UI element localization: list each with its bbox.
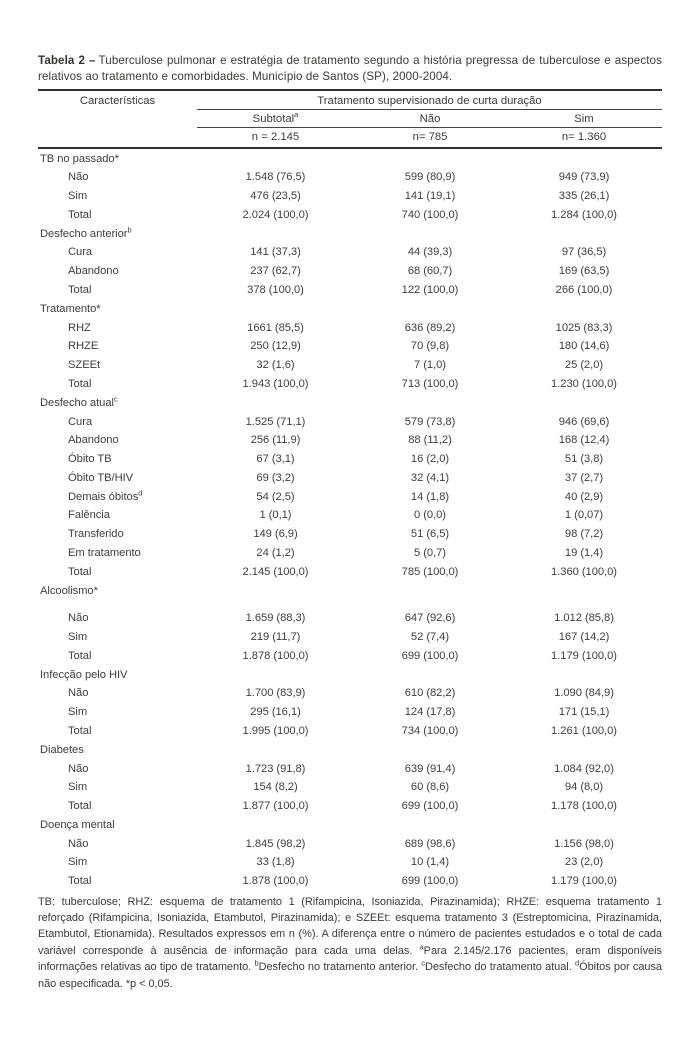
cell-value: 1.878 (100,0) [242, 649, 309, 662]
section-header-row [38, 299, 662, 318]
table-row [38, 525, 662, 544]
cell-value: 98 (7,2) [564, 528, 604, 541]
col-header-sim: Sim [506, 110, 662, 128]
cell-value: 14 (1,8) [410, 490, 450, 503]
cell-value: 639 (91,4) [404, 762, 456, 775]
table-row [38, 318, 662, 337]
row-label: SZEEt [68, 359, 101, 372]
cell-value: 699 (100,0) [401, 649, 459, 662]
superscript: b [254, 958, 259, 968]
cell-value: 579 (73,8) [404, 415, 456, 428]
cell-value: 378 (100,0) [247, 284, 304, 297]
row-label: Não [68, 687, 89, 700]
cell-value: 0 (0,0) [414, 509, 446, 522]
row-label: Sim [68, 706, 88, 719]
cell-value: 54 (2,5) [256, 490, 295, 503]
cell-value: 295 (16,1) [250, 706, 301, 719]
section-header-row [38, 581, 662, 600]
cell-value: 97 (36,5) [561, 246, 607, 259]
cell-value: 124 (17,8) [404, 706, 456, 719]
row-label: Total [68, 377, 92, 390]
section-header: Tratamento* [40, 302, 101, 315]
n-sim: n= 1.360 [506, 128, 662, 149]
row-label: Total [68, 725, 92, 738]
table-body [38, 148, 662, 890]
section-header-row [38, 224, 662, 243]
cell-value: 1.700 (83,9) [245, 687, 306, 700]
cell-value: 1.548 (76,5) [245, 171, 306, 184]
table-row [38, 487, 662, 506]
section-header-row [38, 665, 662, 684]
row-label: RHZ [68, 321, 91, 334]
cell-value: 219 (11,7) [250, 631, 301, 644]
header-row-n [38, 128, 662, 149]
table-row [38, 168, 662, 187]
cell-value: 37 (2,7) [564, 471, 604, 484]
cell-value: 1.084 (92,0) [554, 762, 614, 775]
cell-value: 168 (12,4) [558, 434, 610, 447]
header-row-group [38, 90, 662, 110]
cell-value: 1.943 (100,0) [242, 377, 309, 390]
cell-value: 122 (100,0) [401, 284, 459, 297]
section-header: Infecção pelo HIV [40, 668, 128, 681]
cell-value: 23 (2,0) [564, 856, 604, 869]
table-row [38, 759, 662, 778]
cell-value: 740 (100,0) [401, 208, 459, 221]
row-label: Sim [68, 781, 88, 794]
table-row [38, 506, 662, 525]
cell-value: 949 (73,9) [558, 171, 610, 184]
cell-value: 1.178 (100,0) [551, 800, 617, 813]
cell-value: 266 (100,0) [555, 284, 613, 297]
col-header-subtotal [197, 110, 354, 128]
cell-value: 19 (1,4) [564, 546, 604, 559]
cell-value: 1.179 (100,0) [551, 649, 617, 662]
cell-value: 1.845 (98,2) [245, 837, 306, 850]
cell-value: 599 (80,9) [404, 171, 456, 184]
cell-value: 180 (14,6) [558, 340, 610, 353]
cell-value: 70 (9,8) [410, 340, 450, 353]
cell-value: 88 (11,2) [408, 434, 452, 447]
cell-value: 141 (37,3) [250, 246, 301, 259]
row-label: Não [68, 171, 89, 184]
row-label: Total [68, 208, 92, 221]
table-row [38, 853, 662, 872]
table-row [38, 450, 662, 469]
cell-value: 2.145 (100,0) [242, 565, 309, 578]
cell-value: 7 (1,0) [414, 359, 446, 372]
cell-value: 636 (89,2) [404, 321, 456, 334]
row-label: Não [68, 837, 89, 850]
cell-value: 60 (8,6) [410, 781, 450, 794]
cell-value: 647 (92,6) [404, 612, 456, 625]
table-row [38, 375, 662, 394]
table-row [38, 206, 662, 225]
table-row [38, 412, 662, 431]
cell-value: 1.525 (71,1) [245, 415, 306, 428]
superscript: c [421, 958, 425, 968]
table-caption [38, 53, 662, 84]
footnote: TB: tuberculose; RHZ: esquema de tratamento 1 (Rifampicina, Isoniazida, Pirazinamida); RHZE: esquema tratamento 1 reforçado (Rifampicina, Isoniazida, Etambutol, Pirazinamida); e SZEEt: esquema tratamento 3 (Estreptomicina, Pirazinamida, Etambutol, Etionamida). Resultados expressos em n (%). A diferença entre o número de pacientes estudados e o total de cada variável corresponde à ausência de informação para cada uma delas. $^a$Para 2.145/2.176 pacientes, eram disponíveis informações relativas ao tipo de tratamento. $^b$Desfecho no tratamento anterior. $^c$Desfecho do tratamento atual. $^d$Óbitos por causa não especificada. *p < 0,05. [38, 895, 663, 990]
table-row [38, 262, 662, 281]
superscript: b [127, 224, 132, 234]
cell-value: 5 (0,7) [414, 546, 446, 559]
cell-value: 67 (3,1) [256, 453, 295, 466]
cell-value: 237 (62,7) [250, 265, 301, 278]
table-row [38, 337, 662, 356]
n-nao: n= 785 [354, 128, 506, 149]
row-label: Cura [68, 246, 93, 259]
cell-value: 1025 (83,3) [555, 321, 613, 334]
row-label: Total [68, 800, 92, 813]
cell-value: 1.261 (100,0) [551, 725, 617, 738]
superscript: d [574, 958, 580, 968]
cell-value: 1.723 (91,8) [245, 762, 306, 775]
cell-value: 25 (2,0) [564, 359, 604, 372]
cell-value: 1.995 (100,0) [242, 725, 309, 738]
cell-value: 1.012 (85,8) [554, 612, 614, 625]
section-header: Desfecho atual$^c$ [40, 394, 118, 409]
cell-value: 1 (0,07) [564, 509, 604, 522]
cell-value: 51 (3,8) [564, 453, 604, 466]
cell-value: 785 (100,0) [401, 565, 459, 578]
row-label: Abandono [68, 265, 119, 278]
cell-value: 32 (4,1) [410, 471, 450, 484]
cell-value: 476 (23,5) [250, 190, 301, 203]
table-row [38, 722, 662, 741]
section-header: TB no passado* [40, 152, 119, 165]
table-row [38, 562, 662, 581]
table-row [38, 468, 662, 487]
row-label: Total [68, 875, 92, 888]
cell-value: 1.230 (100,0) [551, 377, 617, 390]
cell-value: 33 (1,8) [256, 856, 295, 869]
cell-value: 699 (100,0) [401, 875, 459, 888]
section-header-row [38, 393, 662, 412]
row-label: Cura [68, 415, 93, 428]
cell-value: 734 (100,0) [401, 725, 459, 738]
row-label: Em tratamento [68, 546, 141, 559]
table-head [38, 90, 662, 148]
row-label: Sim [68, 631, 88, 644]
col-header-subtotal-label: Subtotal [252, 112, 295, 125]
cell-value: 1.156 (98,0) [554, 837, 614, 850]
superscript: a [294, 109, 299, 119]
table-row [38, 281, 662, 300]
table-row [38, 243, 662, 262]
cell-value: 250 (12,9) [250, 340, 301, 353]
cell-value: 699 (100,0) [401, 800, 459, 813]
characteristics-header: Características [79, 94, 156, 107]
table-row [38, 609, 662, 628]
table-row [38, 872, 662, 891]
table-row [38, 647, 662, 666]
cell-value: 40 (2,9) [564, 490, 604, 503]
cell-value: 68 (60,7) [407, 265, 453, 278]
row-label: Sim [68, 190, 88, 203]
cell-value: 1.360 (100,0) [551, 565, 617, 578]
row-label: Óbito TB/HIV [68, 471, 134, 484]
row-label: Demais óbitos$^d$ [68, 487, 143, 503]
superscript: c [113, 394, 118, 403]
header-row-columns [38, 110, 662, 128]
n-subtotal: n = 2.145 [197, 128, 354, 149]
cell-value: 1.090 (84,9) [554, 687, 614, 700]
table-row [38, 187, 662, 206]
cell-value: 2.024 (100,0) [242, 208, 309, 221]
row-label: Total [68, 565, 92, 578]
section-header-row [38, 816, 662, 835]
cell-value: 1 (0,1) [259, 509, 292, 522]
data-table [38, 89, 662, 890]
section-header-row [38, 740, 662, 759]
cell-value: 167 (14,2) [558, 631, 610, 644]
row-label: Não [68, 762, 89, 775]
superscript: d [138, 487, 143, 497]
section-header: Alcoolismo* [40, 584, 98, 597]
cell-value: 69 (3,2) [256, 471, 295, 484]
cell-value: 1.659 (88,3) [245, 612, 306, 625]
table-row [38, 356, 662, 375]
superscript: a [419, 942, 424, 952]
cell-value: 689 (98,6) [404, 837, 456, 850]
cell-value: 51 (6,5) [410, 528, 450, 541]
cell-value: 154 (8,2) [253, 781, 298, 794]
cell-value: 946 (69,6) [558, 415, 610, 428]
table-caption-label: Tabela 2 – [38, 54, 96, 67]
cell-value: 1.284 (100,0) [551, 208, 617, 221]
cell-value: 169 (63,5) [558, 265, 610, 278]
row-label: Total [68, 649, 92, 662]
col-header-nao: Não [354, 110, 506, 128]
cell-value: 10 (1,4) [410, 856, 450, 869]
empty-cell [38, 110, 197, 128]
spacer-cell [38, 600, 662, 609]
table-row [38, 797, 662, 816]
row-label: Não [68, 612, 89, 625]
table-row [38, 431, 662, 450]
table-caption-text: Tuberculose pulmonar e estratégia de tratamento segundo a história pregressa de tuberculose e aspectos relativos ao tratamento e comorbidades. Município de Santos (SP), 2000-2004. [38, 54, 662, 83]
cell-value: 171 (15,1) [558, 706, 610, 719]
cell-value: 1.878 (100,0) [242, 875, 309, 888]
cell-value: 52 (7,4) [410, 631, 450, 644]
row-label: Abandono [68, 434, 119, 447]
cell-value: 1661 (85,5) [247, 321, 304, 334]
table-row [38, 684, 662, 703]
cell-value: 24 (1,2) [256, 546, 295, 559]
cell-value: 713 (100,0) [401, 377, 459, 390]
row-label: Total [68, 284, 92, 297]
cell-value: 94 (8,0) [564, 781, 604, 794]
row-label: RHZE [68, 340, 99, 353]
cell-value: 610 (82,2) [404, 687, 456, 700]
row-label: Falência [68, 509, 110, 522]
cell-value: 149 (6,9) [253, 528, 298, 541]
cell-value: 1.877 (100,0) [242, 800, 309, 813]
row-label: Transferido [68, 528, 124, 541]
cell-value: 44 (39,3) [407, 246, 453, 259]
section-header: Desfecho anterior$^b$ [40, 224, 132, 240]
cell-value: 16 (2,0) [410, 453, 450, 466]
group-header: Tratamento supervisionado de curta duração [197, 90, 662, 110]
table-row [38, 778, 662, 797]
table-row [38, 628, 662, 647]
table-row [38, 703, 662, 722]
table-row [38, 834, 662, 853]
section-header-row [38, 148, 662, 168]
cell-value: 141 (19,1) [404, 190, 456, 203]
empty-cell [38, 128, 197, 149]
spacer-row [38, 600, 662, 609]
section-header: Diabetes [40, 743, 84, 756]
table-row [38, 544, 662, 563]
cell-value: 1.179 (100,0) [551, 875, 617, 888]
section-header: Doença mental [40, 818, 115, 831]
row-label: Sim [68, 856, 88, 869]
cell-value: 32 (1,6) [256, 359, 295, 372]
cell-value: 256 (11,9) [250, 434, 301, 447]
row-label: Óbito TB [68, 453, 112, 466]
cell-value: 335 (26,1) [558, 190, 610, 203]
